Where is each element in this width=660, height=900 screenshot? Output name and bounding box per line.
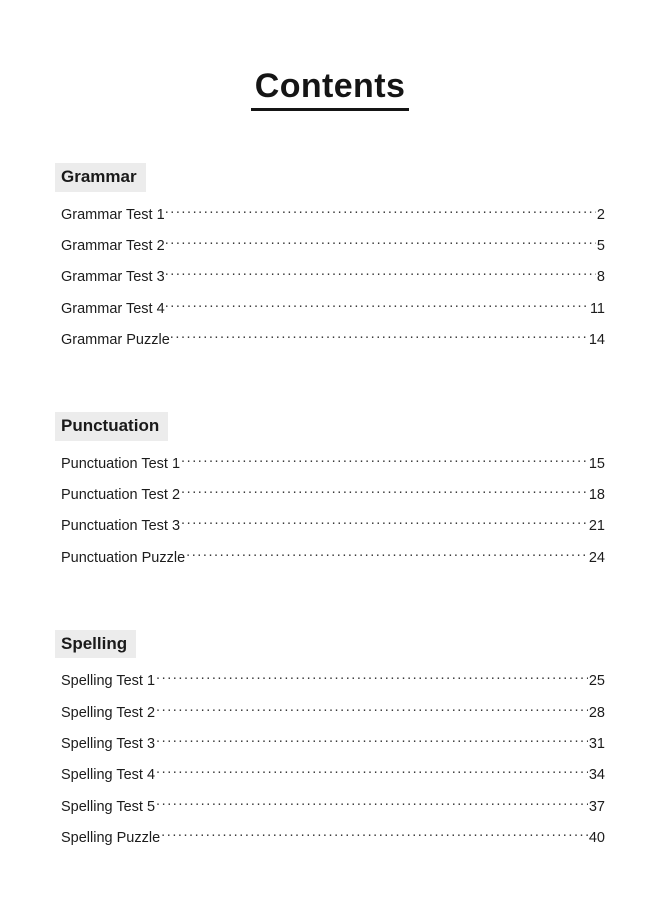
toc-entry[interactable] xyxy=(55,293,605,324)
toc-entry-page: 21 xyxy=(588,518,605,535)
toc-entry[interactable] xyxy=(55,759,605,790)
dot-leader xyxy=(181,453,588,468)
toc-entry[interactable] xyxy=(55,822,605,853)
toc-entry[interactable] xyxy=(55,199,605,230)
dot-leader xyxy=(165,235,596,250)
section-spelling xyxy=(55,630,605,853)
toc-entry-label: Grammar Puzzle xyxy=(61,332,170,349)
section-heading-grammar: Grammar xyxy=(55,163,146,191)
dot-leader xyxy=(165,204,596,219)
toc-entry-label: Grammar Test 3 xyxy=(61,269,165,286)
toc-list-grammar xyxy=(55,199,605,356)
toc-entry-page: 40 xyxy=(588,829,605,846)
dot-leader xyxy=(156,671,588,686)
toc-entry-label: Punctuation Test 3 xyxy=(61,518,181,535)
dot-leader xyxy=(170,330,588,345)
section-grammar xyxy=(55,163,605,355)
toc-entry-label: Punctuation Test 2 xyxy=(61,486,181,503)
dot-leader xyxy=(186,547,588,562)
toc-entry-label: Punctuation Puzzle xyxy=(61,549,186,566)
toc-entry-page: 18 xyxy=(588,486,605,503)
toc-entry-page: 28 xyxy=(588,704,605,721)
toc-entry-label: Punctuation Test 1 xyxy=(61,455,181,472)
toc-entry-page: 8 xyxy=(596,269,605,286)
dot-leader xyxy=(181,484,588,499)
toc-entry[interactable] xyxy=(55,791,605,822)
toc-entry[interactable] xyxy=(55,542,605,573)
dot-leader xyxy=(181,516,588,531)
toc-entry[interactable] xyxy=(55,479,605,510)
toc-entry-page: 15 xyxy=(588,455,605,472)
toc-entry[interactable] xyxy=(55,697,605,728)
toc-entry-page: 31 xyxy=(588,735,605,752)
toc-entry-label: Grammar Test 4 xyxy=(61,300,165,317)
dot-leader xyxy=(165,267,596,282)
dot-leader xyxy=(156,702,588,717)
dot-leader xyxy=(161,827,588,842)
toc-entry[interactable] xyxy=(55,728,605,759)
toc-entry[interactable] xyxy=(55,230,605,261)
toc-list-spelling xyxy=(55,665,605,853)
toc-entry-label: Spelling Test 5 xyxy=(61,798,156,815)
toc-entry[interactable] xyxy=(55,261,605,292)
toc-entry-label: Grammar Test 2 xyxy=(61,237,165,254)
toc-entry[interactable] xyxy=(55,510,605,541)
dot-leader xyxy=(165,298,589,313)
toc-entry-page: 37 xyxy=(588,798,605,815)
toc-entry-page: 25 xyxy=(588,673,605,690)
toc-entry[interactable] xyxy=(55,324,605,355)
section-heading-spelling: Spelling xyxy=(55,630,136,658)
toc-entry-page: 34 xyxy=(588,767,605,784)
page-title xyxy=(55,0,605,111)
dot-leader xyxy=(156,765,588,780)
dot-leader xyxy=(156,733,588,748)
toc-entry-label: Spelling Puzzle xyxy=(61,829,161,846)
toc-entry-page: 2 xyxy=(596,206,605,223)
toc-entry[interactable] xyxy=(55,665,605,696)
toc-entry-label: Spelling Test 3 xyxy=(61,735,156,752)
section-heading-punctuation: Punctuation xyxy=(55,412,168,440)
toc-entry-page: 5 xyxy=(596,237,605,254)
toc-list-punctuation xyxy=(55,448,605,573)
toc-entry-label: Grammar Test 1 xyxy=(61,206,165,223)
dot-leader xyxy=(156,796,588,811)
toc-entry-page: 14 xyxy=(588,332,605,349)
toc-entry-page: 11 xyxy=(589,300,605,317)
toc-entry[interactable] xyxy=(55,448,605,479)
toc-entry-label: Spelling Test 4 xyxy=(61,767,156,784)
toc-entry-label: Spelling Test 1 xyxy=(61,673,156,690)
section-punctuation xyxy=(55,412,605,573)
toc-entry-label: Spelling Test 2 xyxy=(61,704,156,721)
contents-sections xyxy=(55,163,605,853)
toc-entry-page: 24 xyxy=(588,549,605,566)
page-title-text: Contents xyxy=(251,68,410,111)
